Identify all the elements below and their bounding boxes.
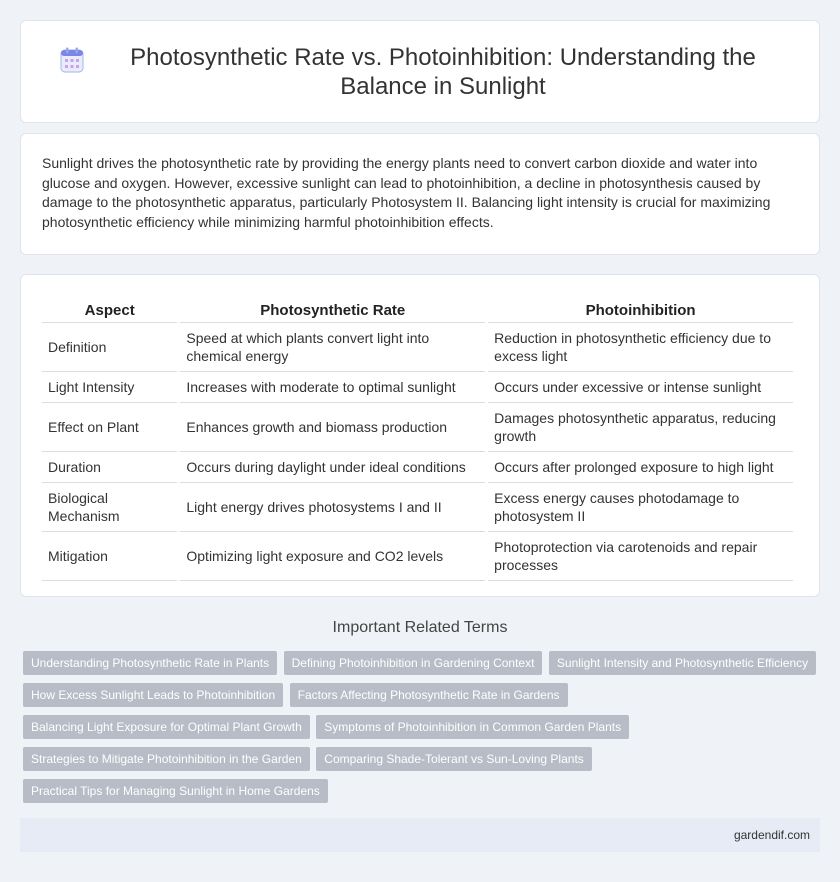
row-photosynthetic-rate: Enhances growth and biomass production	[180, 403, 485, 452]
comparison-card	[20, 274, 820, 597]
table-row	[42, 483, 793, 532]
row-photoinhibition: Damages photosynthetic apparatus, reducing growth	[488, 403, 793, 452]
row-photoinhibition: Excess energy causes photodamage to photosystem II	[488, 483, 793, 532]
header-photosynthetic-rate: Photosynthetic Rate	[180, 297, 485, 323]
header-photoinhibition: Photoinhibition	[488, 297, 793, 323]
row-photosynthetic-rate: Increases with moderate to optimal sunlight	[180, 372, 485, 403]
related-term-link[interactable]: Defining Photoinhibition in Gardening Context	[284, 651, 543, 675]
table-row	[42, 323, 793, 372]
calendar-icon	[60, 47, 84, 73]
page-title: Photosynthetic Rate vs. Photoinhibition: Understanding the Balance in Sunlight	[130, 43, 756, 100]
row-aspect: Biological Mechanism	[42, 483, 177, 532]
row-photoinhibition: Photoprotection via carotenoids and repair processes	[488, 532, 793, 581]
row-photosynthetic-rate: Speed at which plants convert light into chemical energy	[180, 323, 485, 372]
header-aspect: Aspect	[42, 297, 177, 323]
related-term-link[interactable]: Symptoms of Photoinhibition in Common Garden Plants	[316, 715, 629, 739]
related-term-link[interactable]: Understanding Photosynthetic Rate in Plants	[23, 651, 277, 675]
intro-paragraph: Sunlight drives the photosynthetic rate by providing the energy plants need to convert carbon dioxide and water into glucose and oxygen. However, excessive sunlight can lead to photoinhibition, a decline in photosynthesis caused by damage to the photosynthetic apparatus, particularly Photosystem II. Balancing light intensity is crucial for maximizing photosynthetic efficiency while minimizing harmful photoinhibition effects.	[42, 155, 771, 230]
table-header-row	[42, 297, 793, 323]
related-term-link[interactable]: Balancing Light Exposure for Optimal Plant Growth	[23, 715, 310, 739]
footer	[20, 818, 820, 852]
title-card	[20, 20, 820, 123]
table-row	[42, 372, 793, 403]
row-aspect: Definition	[42, 323, 177, 372]
related-term-link[interactable]: Factors Affecting Photosynthetic Rate in Gardens	[290, 683, 568, 707]
related-term-link[interactable]: How Excess Sunlight Leads to Photoinhibition	[23, 683, 283, 707]
row-photosynthetic-rate: Light energy drives photosystems I and II	[180, 483, 485, 532]
table-row	[42, 452, 793, 483]
row-aspect: Duration	[42, 452, 177, 483]
related-terms-heading: Important Related Terms	[332, 619, 508, 636]
row-photosynthetic-rate: Optimizing light exposure and CO2 levels	[180, 532, 485, 581]
table-row	[42, 403, 793, 452]
row-photoinhibition: Occurs under excessive or intense sunlight	[488, 372, 793, 403]
row-photoinhibition: Occurs after prolonged exposure to high light	[488, 452, 793, 483]
row-photoinhibition: Reduction in photosynthetic efficiency due to excess light	[488, 323, 793, 372]
row-photosynthetic-rate: Occurs during daylight under ideal conditions	[180, 452, 485, 483]
related-term-link[interactable]: Sunlight Intensity and Photosynthetic Efficiency	[549, 651, 816, 675]
row-aspect: Effect on Plant	[42, 403, 177, 452]
related-term-link[interactable]: Comparing Shade-Tolerant vs Sun-Loving Plants	[316, 747, 591, 771]
related-term-link[interactable]: Practical Tips for Managing Sunlight in Home Gardens	[23, 779, 328, 803]
related-terms-list	[23, 651, 823, 811]
related-term-link[interactable]: Strategies to Mitigate Photoinhibition in the Garden	[23, 747, 310, 771]
comparison-table	[39, 297, 796, 581]
intro-card	[20, 133, 820, 255]
row-aspect: Mitigation	[42, 532, 177, 581]
site-name-link[interactable]: gardendif.com	[733, 828, 810, 842]
table-row	[42, 532, 793, 581]
row-aspect: Light Intensity	[42, 372, 177, 403]
